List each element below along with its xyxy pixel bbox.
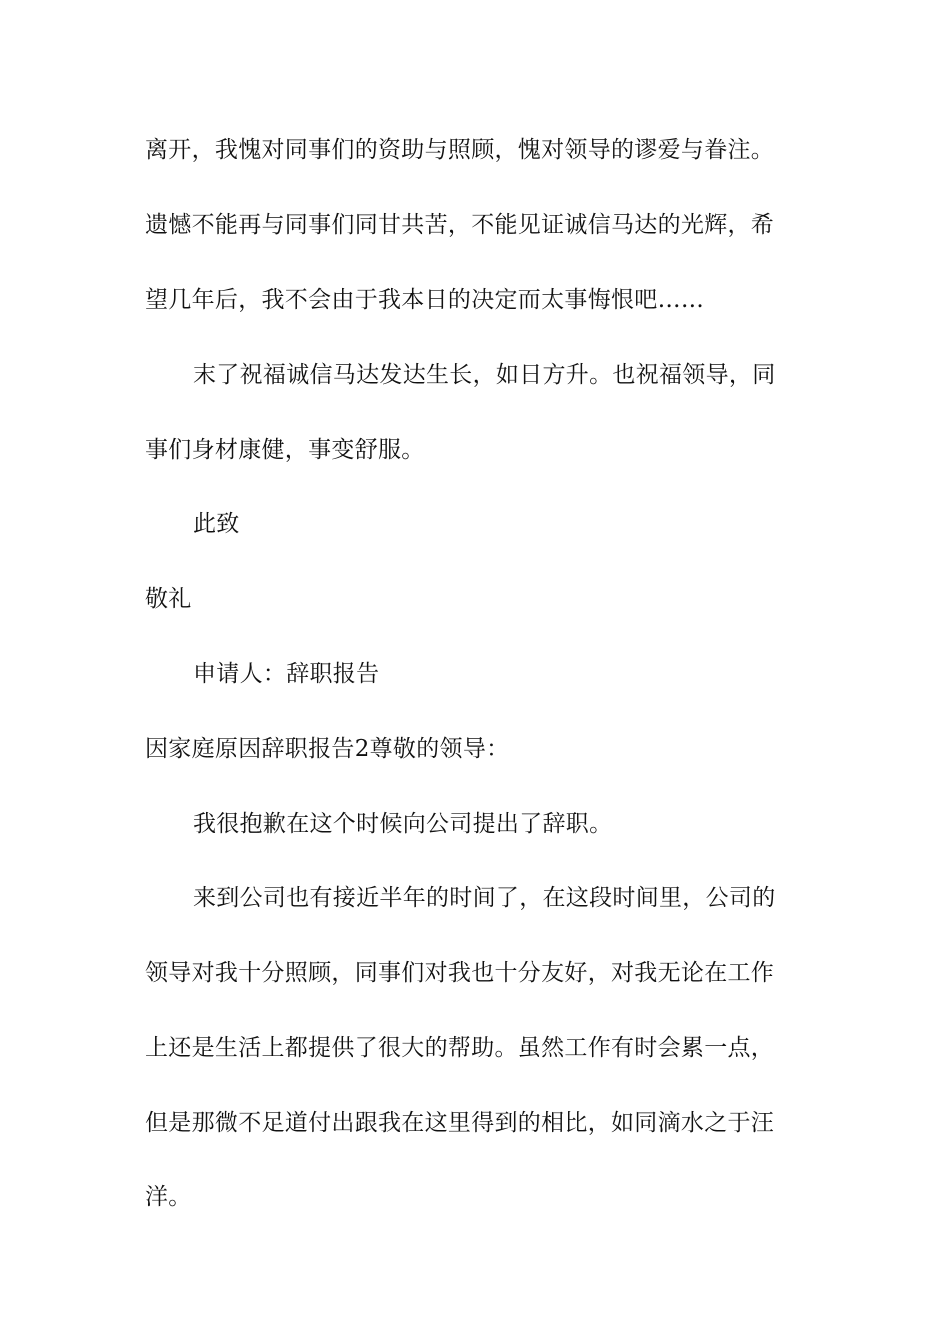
body-text-line: 但是那微不足道付出跟我在这里得到的相比，如同滴水之于汪 xyxy=(145,1110,775,1136)
body-text-line: 洋。 xyxy=(145,1184,192,1210)
body-text-line: 来到公司也有接近半年的时间了，在这段时间里，公司的 xyxy=(193,885,776,911)
body-text-line: 望几年后，我不会由于我本日的决定而太事悔恨吧…… xyxy=(145,287,705,313)
applicant-line: 申请人：辞职报告 xyxy=(193,661,380,687)
closing-salutation: 此致 xyxy=(193,511,240,537)
body-text-line: 领导对我十分照顾，同事们对我也十分友好，对我无论在工作 xyxy=(145,960,775,986)
body-text-line: 上还是生活上都提供了很大的帮助。虽然工作有时会累一点， xyxy=(145,1035,775,1061)
body-text-line: 末了祝福诚信马达发达生长，如日方升。也祝福领导，同 xyxy=(193,362,776,388)
body-text-line: 离开，我愧对同事们的资助与照顾，愧对领导的谬爱与眷注。 xyxy=(145,137,775,163)
body-text-line: 遗憾不能再与同事们同甘共苦，不能见证诚信马达的光辉，希 xyxy=(145,212,775,238)
body-text-line: 我很抱歉在这个时候向公司提出了辞职。 xyxy=(193,811,613,837)
closing-regards: 敬礼 xyxy=(145,586,192,612)
section-heading: 因家庭原因辞职报告2尊敬的领导： xyxy=(145,736,510,762)
body-text-line: 事们身材康健，事变舒服。 xyxy=(145,437,425,463)
